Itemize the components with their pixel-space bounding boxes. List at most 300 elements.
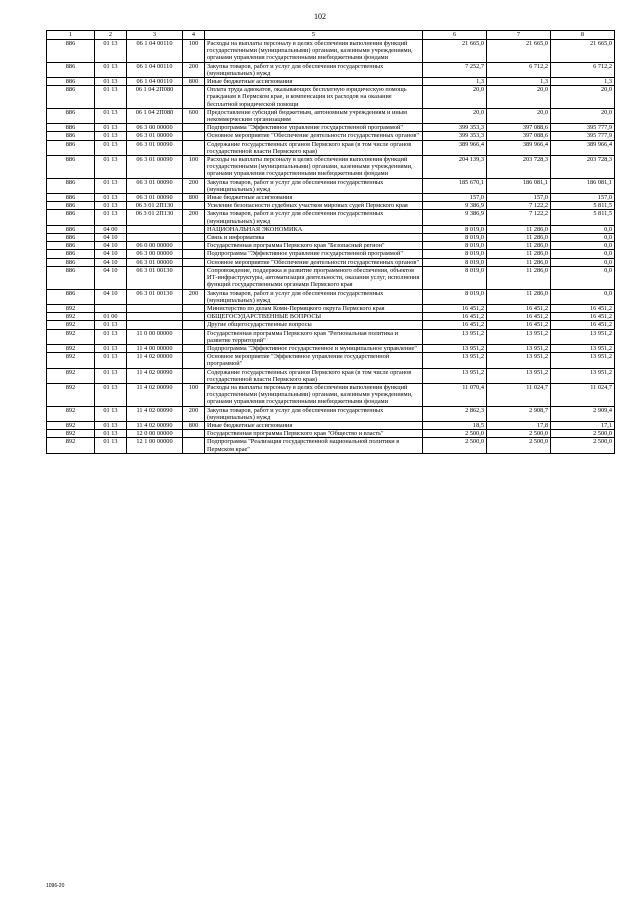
amount-year3-cell: 2 500,0 — [551, 430, 615, 438]
amount-year1-cell: 2 500,0 — [423, 430, 487, 438]
amount-year1-cell: 9 386,9 — [423, 202, 487, 210]
admin-code-cell: 886 — [47, 86, 95, 109]
table-row — [47, 234, 615, 242]
amount-year2-cell: 11 286,0 — [487, 266, 551, 289]
target-article-cell: 12 0 00 00000 — [127, 430, 183, 438]
table-row — [47, 438, 615, 453]
amount-year2-cell: 13 951,2 — [487, 353, 551, 368]
expense-type-cell — [183, 250, 205, 258]
admin-code-cell: 892 — [47, 304, 95, 312]
amount-year3-cell: 0,0 — [551, 266, 615, 289]
section-code-cell: 01 13 — [95, 156, 127, 179]
description-cell: Основное мероприятие "Обеспечение деятельности государственных органов" — [205, 132, 423, 140]
section-code-cell: 01 13 — [95, 210, 127, 225]
section-code-cell: 01 13 — [95, 329, 127, 344]
admin-code-cell: 886 — [47, 225, 95, 233]
admin-code-cell: 886 — [47, 78, 95, 86]
table-row — [47, 344, 615, 352]
amount-year3-cell: 203 728,3 — [551, 156, 615, 179]
amount-year1-cell: 399 353,3 — [423, 124, 487, 132]
description-cell: Подпрограмма "Эффективное государственное и муниципальное управление" — [205, 344, 423, 352]
expense-type-cell — [183, 304, 205, 312]
footer-code: 1096-20 — [46, 883, 65, 889]
table-row — [47, 194, 615, 202]
description-cell: Другие общегосударственные вопросы — [205, 321, 423, 329]
expense-type-cell: 200 — [183, 210, 205, 225]
amount-year2-cell: 7 122,2 — [487, 202, 551, 210]
amount-year1-cell: 8 019,0 — [423, 225, 487, 233]
expense-type-cell — [183, 225, 205, 233]
table-row — [47, 140, 615, 155]
amount-year3-cell: 13 951,2 — [551, 344, 615, 352]
table-row — [47, 210, 615, 225]
admin-code-cell: 886 — [47, 266, 95, 289]
table-row — [47, 421, 615, 429]
amount-year3-cell: 20,0 — [551, 108, 615, 123]
description-cell: Подпрограмма "Эффективное управление государственной программой" — [205, 124, 423, 132]
expense-type-cell: 200 — [183, 62, 205, 77]
section-code-cell: 04 10 — [95, 258, 127, 266]
amount-year3-cell: 0,0 — [551, 258, 615, 266]
section-code-cell: 01 13 — [95, 86, 127, 109]
amount-year1-cell: 8 019,0 — [423, 266, 487, 289]
amount-year2-cell: 397 088,6 — [487, 132, 551, 140]
amount-year3-cell: 0,0 — [551, 289, 615, 304]
amount-year2-cell: 13 951,2 — [487, 329, 551, 344]
target-article-cell — [127, 313, 183, 321]
section-code-cell: 04 10 — [95, 250, 127, 258]
section-code-cell: 01 13 — [95, 421, 127, 429]
amount-year2-cell: 21 665,0 — [487, 40, 551, 63]
target-article-cell: 11 0 00 00000 — [127, 329, 183, 344]
expense-type-cell: 800 — [183, 421, 205, 429]
admin-code-cell: 892 — [47, 430, 95, 438]
amount-year1-cell: 8 019,0 — [423, 234, 487, 242]
table-row — [47, 62, 615, 77]
amount-year1-cell: 20,0 — [423, 86, 487, 109]
target-article-cell: 06 3 01 2П130 — [127, 202, 183, 210]
table-row — [47, 86, 615, 109]
table-row — [47, 321, 615, 329]
admin-code-cell: 886 — [47, 194, 95, 202]
amount-year2-cell: 11 286,0 — [487, 234, 551, 242]
section-code-cell: 01 13 — [95, 108, 127, 123]
amount-year2-cell: 2 500,0 — [487, 430, 551, 438]
section-code-cell: 01 13 — [95, 40, 127, 63]
target-article-cell — [127, 321, 183, 329]
admin-code-cell: 892 — [47, 406, 95, 421]
amount-year3-cell: 389 966,4 — [551, 140, 615, 155]
amount-year1-cell: 13 951,2 — [423, 329, 487, 344]
expense-type-cell: 800 — [183, 194, 205, 202]
description-cell: Расходы на выплаты персоналу в целях обеспечения выполнения функций государственными (муниципальными) органами, казенными учреждениями, органами управления государственными внебюджетными фондами — [205, 156, 423, 179]
amount-year2-cell: 2 500,0 — [487, 438, 551, 453]
admin-code-cell: 892 — [47, 353, 95, 368]
expense-type-cell: 800 — [183, 78, 205, 86]
amount-year1-cell: 8 019,0 — [423, 258, 487, 266]
description-cell: Иные бюджетные ассигнования — [205, 194, 423, 202]
expense-type-cell — [183, 258, 205, 266]
amount-year2-cell: 16 451,2 — [487, 304, 551, 312]
admin-code-cell: 886 — [47, 156, 95, 179]
expense-type-cell: 100 — [183, 156, 205, 179]
amount-year1-cell: 1,3 — [423, 78, 487, 86]
description-cell: Содержание государственных органов Пермского края (в том числе органов государственной власти Пермского края) — [205, 368, 423, 383]
section-code-cell: 01 13 — [95, 202, 127, 210]
target-article-cell: 06 3 01 00090 — [127, 140, 183, 155]
amount-year1-cell: 13 951,2 — [423, 368, 487, 383]
amount-year2-cell: 17,8 — [487, 421, 551, 429]
target-article-cell: 06 3 01 00130 — [127, 289, 183, 304]
table-row — [47, 202, 615, 210]
expense-type-cell — [183, 313, 205, 321]
amount-year2-cell: 1,3 — [487, 78, 551, 86]
amount-year1-cell: 16 451,2 — [423, 313, 487, 321]
table-row — [47, 242, 615, 250]
amount-year3-cell: 17,1 — [551, 421, 615, 429]
target-article-cell — [127, 234, 183, 242]
header-col-6: 6 — [423, 31, 487, 40]
table-row — [47, 353, 615, 368]
amount-year3-cell: 2 909,4 — [551, 406, 615, 421]
amount-year2-cell: 186 081,1 — [487, 178, 551, 193]
description-cell: Содержание государственных органов Пермского края (в том числе органов государственной власти Пермского края) — [205, 140, 423, 155]
table-row — [47, 383, 615, 406]
description-cell: Усиление безопасности судебных участков мировых судей Пермского края — [205, 202, 423, 210]
budget-table — [46, 30, 615, 454]
expense-type-cell: 600 — [183, 108, 205, 123]
amount-year3-cell: 186 081,1 — [551, 178, 615, 193]
section-code-cell: 01 13 — [95, 78, 127, 86]
expense-type-cell — [183, 124, 205, 132]
target-article-cell: 11 4 02 00090 — [127, 421, 183, 429]
expense-type-cell — [183, 86, 205, 109]
amount-year3-cell: 0,0 — [551, 234, 615, 242]
amount-year1-cell: 16 451,2 — [423, 304, 487, 312]
description-cell: Закупка товаров, работ и услуг для обеспечения государственных (муниципальных) нужд — [205, 406, 423, 421]
table-body — [47, 40, 615, 454]
target-article-cell: 06 3 01 2П130 — [127, 210, 183, 225]
amount-year2-cell: 389 966,4 — [487, 140, 551, 155]
amount-year1-cell: 21 665,0 — [423, 40, 487, 63]
amount-year2-cell: 203 728,3 — [487, 156, 551, 179]
admin-code-cell: 886 — [47, 234, 95, 242]
expense-type-cell: 200 — [183, 406, 205, 421]
admin-code-cell: 886 — [47, 40, 95, 63]
header-col-8: 8 — [551, 31, 615, 40]
description-cell: Государственная программа Пермского края "Региональная политика и развитие территорий" — [205, 329, 423, 344]
section-code-cell: 04 10 — [95, 242, 127, 250]
table-row — [47, 132, 615, 140]
amount-year1-cell: 8 019,0 — [423, 250, 487, 258]
expense-type-cell — [183, 202, 205, 210]
section-code-cell: 01 13 — [95, 438, 127, 453]
amount-year3-cell: 13 951,2 — [551, 368, 615, 383]
section-code-cell: 01 13 — [95, 383, 127, 406]
description-cell: Закупка товаров, работ и услуг для обеспечения государственных (муниципальных) нужд — [205, 178, 423, 193]
admin-code-cell: 886 — [47, 250, 95, 258]
target-article-cell — [127, 304, 183, 312]
amount-year1-cell: 13 951,2 — [423, 344, 487, 352]
section-code-cell: 01 13 — [95, 406, 127, 421]
table-row — [47, 313, 615, 321]
amount-year3-cell: 21 665,0 — [551, 40, 615, 63]
admin-code-cell: 886 — [47, 124, 95, 132]
table-row — [47, 368, 615, 383]
amount-year3-cell: 11 024,7 — [551, 383, 615, 406]
admin-code-cell: 886 — [47, 210, 95, 225]
admin-code-cell: 886 — [47, 242, 95, 250]
section-code-cell: 04 10 — [95, 266, 127, 289]
section-code-cell: 01 13 — [95, 132, 127, 140]
description-cell: Закупка товаров, работ и услуг для обеспечения государственных (муниципальных) нужд — [205, 289, 423, 304]
section-code-cell: 04 00 — [95, 225, 127, 233]
target-article-cell: 06 3 01 00090 — [127, 194, 183, 202]
expense-type-cell: 100 — [183, 40, 205, 63]
admin-code-cell: 886 — [47, 140, 95, 155]
section-code-cell: 01 13 — [95, 140, 127, 155]
admin-code-cell: 886 — [47, 178, 95, 193]
amount-year2-cell: 20,0 — [487, 86, 551, 109]
admin-code-cell: 892 — [47, 368, 95, 383]
amount-year1-cell: 9 386,9 — [423, 210, 487, 225]
description-cell: Расходы на выплаты персоналу в целях обеспечения выполнения функций государственными (муниципальными) органами, казенными учреждениями, органами управления государственными внебюджетными фондами — [205, 40, 423, 63]
target-article-cell: 12 1 00 00000 — [127, 438, 183, 453]
amount-year3-cell: 395 777,9 — [551, 124, 615, 132]
target-article-cell: 06 3 00 00000 — [127, 250, 183, 258]
amount-year2-cell: 16 451,2 — [487, 321, 551, 329]
amount-year3-cell: 16 451,2 — [551, 304, 615, 312]
expense-type-cell: 200 — [183, 289, 205, 304]
amount-year3-cell: 395 777,9 — [551, 132, 615, 140]
expense-type-cell — [183, 321, 205, 329]
amount-year3-cell: 157,0 — [551, 194, 615, 202]
amount-year1-cell: 185 670,1 — [423, 178, 487, 193]
description-cell: Расходы на выплаты персоналу в целях обеспечения выполнения функций государственными (муниципальными) органами, казенными учреждениями, органами управления государственными внебюджетными фондами — [205, 383, 423, 406]
description-cell: Оплата труда адвокатов, оказывающих бесплатную юридическую помощь гражданам в Пермском крае, и компенсация их расходов на оказание бесплатной юридической помощи — [205, 86, 423, 109]
description-cell: Предоставление субсидий бюджетным, автономным учреждениям и иным некоммерческим организациям — [205, 108, 423, 123]
expense-type-cell — [183, 132, 205, 140]
target-article-cell: 06 1 04 00110 — [127, 40, 183, 63]
table-row — [47, 304, 615, 312]
section-code-cell: 01 13 — [95, 344, 127, 352]
page-number: 102 — [314, 12, 326, 21]
amount-year2-cell: 11 286,0 — [487, 225, 551, 233]
target-article-cell: 06 3 01 00090 — [127, 156, 183, 179]
table-row — [47, 430, 615, 438]
admin-code-cell: 892 — [47, 329, 95, 344]
table-row — [47, 225, 615, 233]
description-cell: Иные бюджетные ассигнования — [205, 421, 423, 429]
amount-year2-cell: 11 286,0 — [487, 258, 551, 266]
target-article-cell: 11 4 02 00090 — [127, 383, 183, 406]
description-cell: Министерство по делам Коми-Пермяцкого округа Пермского края — [205, 304, 423, 312]
amount-year1-cell: 7 252,7 — [423, 62, 487, 77]
section-code-cell: 01 13 — [95, 321, 127, 329]
description-cell: Основное мероприятие "Обеспечение деятельности государственных органов" — [205, 258, 423, 266]
amount-year2-cell: 7 122,2 — [487, 210, 551, 225]
description-cell: Государственная программа Пермского края "Общество и власть" — [205, 430, 423, 438]
expense-type-cell — [183, 140, 205, 155]
target-article-cell: 11 4 00 00000 — [127, 344, 183, 352]
target-article-cell: 06 3 00 00000 — [127, 124, 183, 132]
amount-year1-cell: 399 353,3 — [423, 132, 487, 140]
amount-year3-cell: 16 451,2 — [551, 313, 615, 321]
amount-year1-cell: 16 451,2 — [423, 321, 487, 329]
header-col-4: 4 — [183, 31, 205, 40]
header-col-2: 2 — [95, 31, 127, 40]
table-header-row — [47, 31, 615, 40]
amount-year3-cell: 20,0 — [551, 86, 615, 109]
section-code-cell: 01 13 — [95, 368, 127, 383]
amount-year2-cell: 157,0 — [487, 194, 551, 202]
admin-code-cell: 892 — [47, 421, 95, 429]
section-code-cell: 01 00 — [95, 313, 127, 321]
table-row — [47, 178, 615, 193]
expense-type-cell — [183, 234, 205, 242]
amount-year2-cell: 11 024,7 — [487, 383, 551, 406]
section-code-cell: 01 13 — [95, 353, 127, 368]
target-article-cell: 06 0 00 00000 — [127, 242, 183, 250]
admin-code-cell: 886 — [47, 62, 95, 77]
admin-code-cell: 892 — [47, 438, 95, 453]
target-article-cell: 11 4 02 00090 — [127, 368, 183, 383]
amount-year3-cell: 1,3 — [551, 78, 615, 86]
admin-code-cell: 886 — [47, 202, 95, 210]
amount-year1-cell: 8 019,0 — [423, 242, 487, 250]
amount-year1-cell: 204 139,3 — [423, 156, 487, 179]
amount-year1-cell: 389 966,4 — [423, 140, 487, 155]
description-cell: Связь и информатика — [205, 234, 423, 242]
table-row — [47, 250, 615, 258]
target-article-cell — [127, 225, 183, 233]
target-article-cell: 11 4 02 00000 — [127, 353, 183, 368]
table-row — [47, 406, 615, 421]
amount-year2-cell: 13 951,2 — [487, 368, 551, 383]
target-article-cell: 06 3 01 00130 — [127, 266, 183, 289]
admin-code-cell: 892 — [47, 383, 95, 406]
amount-year3-cell: 13 951,2 — [551, 329, 615, 344]
description-cell: Подпрограмма "Эффективное управление государственной программой" — [205, 250, 423, 258]
amount-year2-cell: 16 451,2 — [487, 313, 551, 321]
amount-year3-cell: 0,0 — [551, 242, 615, 250]
table-row — [47, 258, 615, 266]
section-code-cell: 01 13 — [95, 194, 127, 202]
expense-type-cell — [183, 329, 205, 344]
amount-year1-cell: 2 862,3 — [423, 406, 487, 421]
header-col-1: 1 — [47, 31, 95, 40]
section-code-cell: 04 10 — [95, 234, 127, 242]
amount-year1-cell: 20,0 — [423, 108, 487, 123]
table-row — [47, 124, 615, 132]
amount-year1-cell: 13 951,2 — [423, 353, 487, 368]
amount-year2-cell: 11 286,0 — [487, 242, 551, 250]
target-article-cell: 06 3 01 00000 — [127, 132, 183, 140]
target-article-cell: 06 3 01 00090 — [127, 178, 183, 193]
admin-code-cell: 886 — [47, 132, 95, 140]
amount-year2-cell: 2 908,7 — [487, 406, 551, 421]
header-col-3: 3 — [127, 31, 183, 40]
expense-type-cell: 100 — [183, 383, 205, 406]
section-code-cell: 04 10 — [95, 289, 127, 304]
amount-year2-cell: 20,0 — [487, 108, 551, 123]
expense-type-cell — [183, 438, 205, 453]
table-row — [47, 266, 615, 289]
target-article-cell: 06 1 04 2П080 — [127, 86, 183, 109]
amount-year2-cell: 13 951,2 — [487, 344, 551, 352]
section-code-cell — [95, 304, 127, 312]
amount-year3-cell: 2 500,0 — [551, 438, 615, 453]
target-article-cell: 06 1 04 2П080 — [127, 108, 183, 123]
expense-type-cell — [183, 242, 205, 250]
description-cell: ОБЩЕГОСУДАРСТВЕННЫЕ ВОПРОСЫ — [205, 313, 423, 321]
target-article-cell: 06 3 01 00000 — [127, 258, 183, 266]
amount-year1-cell: 2 500,0 — [423, 438, 487, 453]
amount-year1-cell: 18,5 — [423, 421, 487, 429]
target-article-cell: 06 1 04 00110 — [127, 78, 183, 86]
table-row — [47, 329, 615, 344]
amount-year3-cell: 5 811,5 — [551, 210, 615, 225]
description-cell: Сопровождение, поддержка и развитие программного обеспечения, объектов ИТ-инфраструктуры, автоматизация деятельности, оказания услуг, исполнения функций государственными органами Пермского края — [205, 266, 423, 289]
amount-year2-cell: 397 088,6 — [487, 124, 551, 132]
description-cell: Иные бюджетные ассигнования — [205, 78, 423, 86]
admin-code-cell: 886 — [47, 258, 95, 266]
amount-year3-cell: 0,0 — [551, 225, 615, 233]
section-code-cell: 01 13 — [95, 178, 127, 193]
amount-year3-cell: 6 712,2 — [551, 62, 615, 77]
description-cell: Закупка товаров, работ и услуг для обеспечения государственных (муниципальных) нужд — [205, 210, 423, 225]
amount-year1-cell: 157,0 — [423, 194, 487, 202]
description-cell: Закупка товаров, работ и услуг для обеспечения государственных (муниципальных) нужд — [205, 62, 423, 77]
admin-code-cell: 892 — [47, 313, 95, 321]
description-cell: НАЦИОНАЛЬНАЯ ЭКОНОМИКА — [205, 225, 423, 233]
amount-year3-cell: 0,0 — [551, 250, 615, 258]
header-col-7: 7 — [487, 31, 551, 40]
expense-type-cell — [183, 353, 205, 368]
target-article-cell: 11 4 02 00090 — [127, 406, 183, 421]
description-cell: Государственная программа Пермского края "Безопасный регион" — [205, 242, 423, 250]
section-code-cell: 01 13 — [95, 124, 127, 132]
description-cell: Основное мероприятие "Эффективное управление государственной программой" — [205, 353, 423, 368]
section-code-cell: 01 13 — [95, 430, 127, 438]
amount-year1-cell: 11 070,4 — [423, 383, 487, 406]
description-cell: Подпрограмма "Реализация государственной национальной политики в Пермском крае" — [205, 438, 423, 453]
expense-type-cell — [183, 266, 205, 289]
table-row — [47, 108, 615, 123]
table-row — [47, 78, 615, 86]
section-code-cell: 01 13 — [95, 62, 127, 77]
amount-year3-cell: 13 951,2 — [551, 353, 615, 368]
amount-year1-cell: 8 019,0 — [423, 289, 487, 304]
amount-year2-cell: 11 286,0 — [487, 289, 551, 304]
expense-type-cell: 200 — [183, 178, 205, 193]
table-row — [47, 40, 615, 63]
expense-type-cell — [183, 368, 205, 383]
admin-code-cell: 892 — [47, 321, 95, 329]
expense-type-cell — [183, 430, 205, 438]
target-article-cell: 06 1 04 00110 — [127, 62, 183, 77]
expense-type-cell — [183, 344, 205, 352]
header-col-5: 5 — [205, 31, 423, 40]
admin-code-cell: 886 — [47, 108, 95, 123]
amount-year3-cell: 5 811,5 — [551, 202, 615, 210]
amount-year2-cell: 11 286,0 — [487, 250, 551, 258]
amount-year2-cell: 6 712,2 — [487, 62, 551, 77]
amount-year3-cell: 16 451,2 — [551, 321, 615, 329]
table-row — [47, 156, 615, 179]
table-row — [47, 289, 615, 304]
admin-code-cell: 886 — [47, 289, 95, 304]
